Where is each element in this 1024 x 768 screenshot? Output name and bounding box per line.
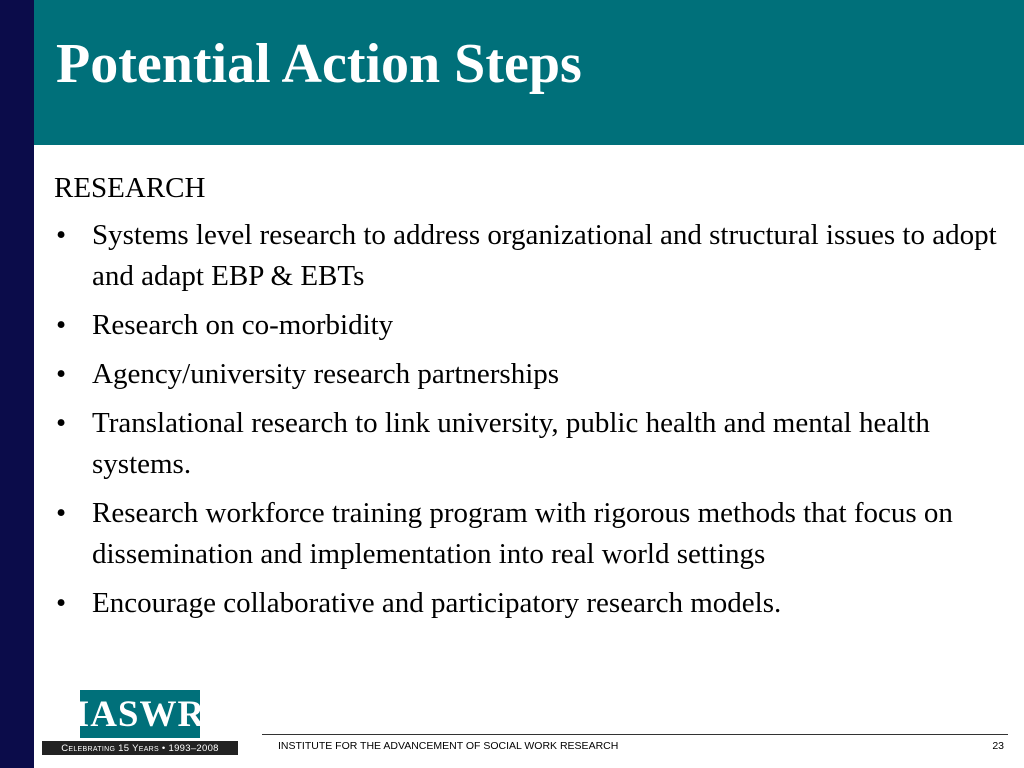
title-banner xyxy=(34,0,1024,145)
section-heading: RESEARCH xyxy=(54,172,206,204)
bullet-item: • Research on co-morbidity xyxy=(54,305,1004,346)
footer-divider xyxy=(262,734,1008,735)
iaswr-logo xyxy=(74,690,206,738)
slide-title: Potential Action Steps xyxy=(56,33,582,95)
logo-text: IASWR xyxy=(74,693,206,735)
anniversary-tagline: Celebrating 15 Years • 1993–2008 xyxy=(42,741,238,755)
slide-body xyxy=(54,168,1004,632)
bullet-item: • Agency/university research partnerships xyxy=(54,354,1004,395)
bullet-list xyxy=(54,215,1004,624)
bullet-item: • Translational research to link university, public health and mental health systems. xyxy=(54,403,1004,485)
page-number: 23 xyxy=(992,740,1004,752)
bullet-item: • Systems level research to address organizational and structural issues to adopt and adapt EBP & EBTs xyxy=(54,215,1004,297)
left-accent-bar xyxy=(0,0,34,768)
bullet-item: • Encourage collaborative and participatory research models. xyxy=(54,583,1004,624)
bullet-item: • Research workforce training program with rigorous methods that focus on dissemination and implementation into real world settings xyxy=(54,493,1004,575)
institute-name: INSTITUTE FOR THE ADVANCEMENT OF SOCIAL WORK RESEARCH xyxy=(278,740,619,752)
